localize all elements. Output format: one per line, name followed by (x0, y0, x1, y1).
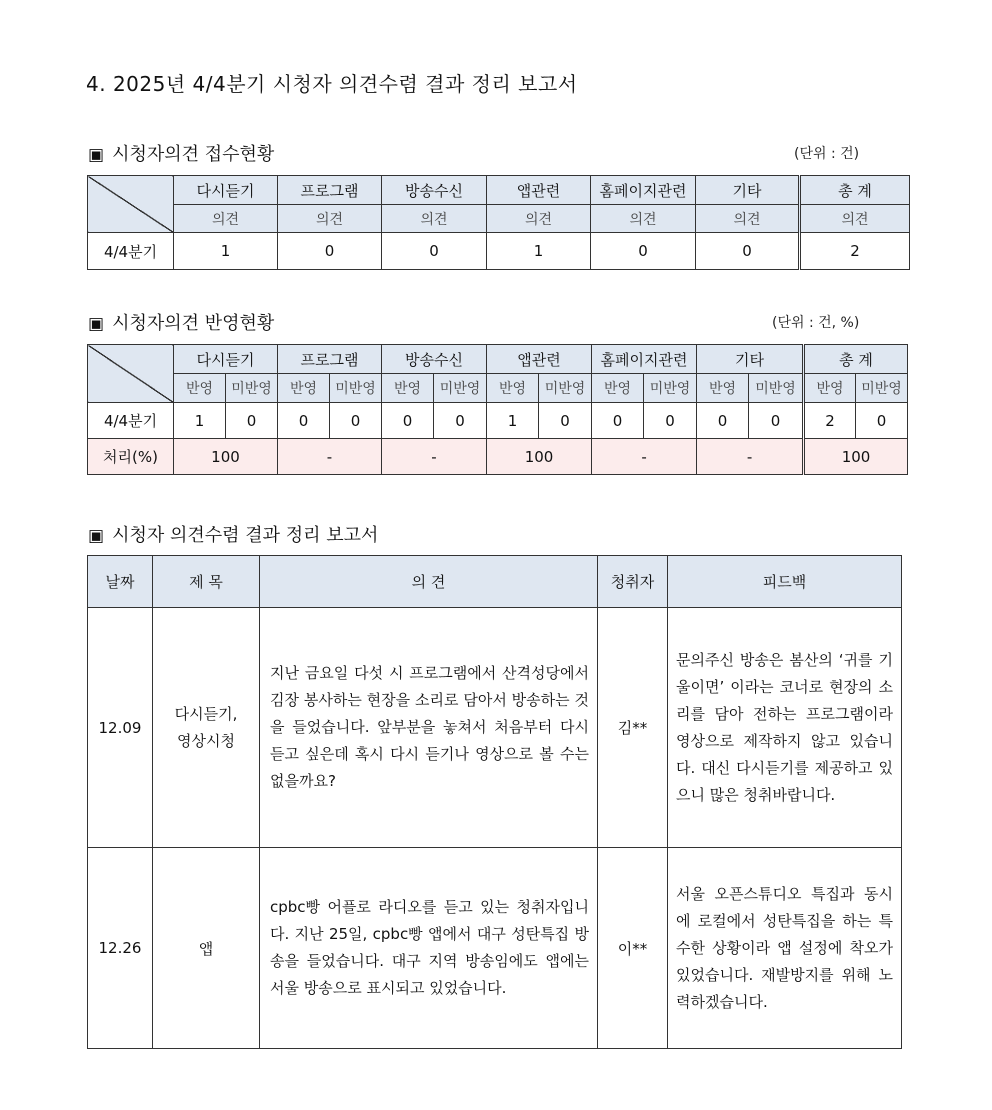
report-feedback: 문의주신 방송은 봄산의 ‘귀를 기울이면’ 이라는 코너로 현장의 소리를 담아 전하는 프로그램이라 영상으로 제작하지 않고 있습니다. 대신 다시듣기를 제공하고 있으니 많은 청취바랍니다. (668, 608, 902, 848)
receipt-corner-cell (88, 176, 174, 233)
receipt-total-header: 총 계 (800, 176, 910, 205)
reflect-value: 0 (697, 403, 749, 439)
reflect-category: 프로그램 (278, 345, 382, 374)
receipt-table (87, 175, 910, 270)
reflect-row-label: 4/4분기 (88, 403, 174, 439)
report-listener: 김** (598, 608, 668, 848)
reflect-sub-applied: 반영 (592, 374, 644, 403)
receipt-sub-label: 의견 (174, 205, 278, 233)
reflect-value: 0 (226, 403, 278, 439)
receipt-sub-label: 의견 (800, 205, 910, 233)
reflect-rate-label: 처리(%) (88, 439, 174, 475)
receipt-category: 앱관련 (487, 176, 591, 205)
report-header-opinion: 의 견 (260, 556, 598, 608)
receipt-section-title (88, 140, 274, 166)
reflect-category: 홈페이지관련 (592, 345, 697, 374)
receipt-unit: (단위 : 건) (794, 146, 860, 162)
reflect-total-value: 2 (804, 403, 856, 439)
reflect-total-header: 총 계 (804, 345, 908, 374)
square-marker-icon: ▣ (88, 526, 105, 546)
report-header-listener: 청취자 (598, 556, 668, 608)
report-header-date: 날짜 (88, 556, 153, 608)
receipt-category: 방송수신 (382, 176, 487, 205)
reflect-sub-applied: 반영 (174, 374, 226, 403)
reflect-total-value: 0 (856, 403, 908, 439)
report-date: 12.26 (88, 848, 153, 1049)
report-listener: 이** (598, 848, 668, 1049)
reflect-total-rate: 100 (804, 439, 908, 475)
report-feedback: 서울 오픈스튜디오 특집과 동시에 로컬에서 성탄특집을 하는 특수한 상황이라 앱 설정에 착오가 있었습니다. 재발방지를 위해 노력하겠습니다. (668, 848, 902, 1049)
report-subject-line: 영상시청 (177, 731, 235, 750)
reflect-value: 0 (749, 403, 804, 439)
reflect-value: 0 (539, 403, 592, 439)
receipt-value: 1 (174, 233, 278, 270)
report-header-feedback: 피드백 (668, 556, 902, 608)
reflect-table (87, 344, 908, 475)
reflect-category: 다시듣기 (174, 345, 278, 374)
reflect-category: 기타 (697, 345, 804, 374)
reflect-sub-applied: 반영 (697, 374, 749, 403)
receipt-row-label: 4/4분기 (88, 233, 174, 270)
reflect-unit: (단위 : 건, %) (772, 315, 860, 331)
reflect-sub-applied: 반영 (382, 374, 434, 403)
report-opinion: cpbc빵 어플로 라디오를 듣고 있는 청취자입니다. 지난 25일, cpbc빵 앱에서 대구 성탄특집 방송을 들었습니다. 대구 지역 방송임에도 앱에는 서울 방송으로 표시되고 있었습니다. (260, 848, 598, 1049)
receipt-sub-label: 의견 (487, 205, 591, 233)
square-marker-icon: ▣ (88, 145, 105, 165)
reflect-title: 시청자의견 반영현황 (112, 313, 275, 334)
receipt-value: 0 (382, 233, 487, 270)
receipt-sub-label: 의견 (278, 205, 382, 233)
reflect-value: 0 (278, 403, 330, 439)
reflect-category: 방송수신 (382, 345, 487, 374)
receipt-sub-label: 의견 (696, 205, 800, 233)
report-date: 12.09 (88, 608, 153, 848)
report-title: 시청자 의견수렴 결과 정리 보고서 (112, 525, 379, 546)
reflect-value: 0 (592, 403, 644, 439)
reflect-rate: 100 (174, 439, 278, 475)
reflect-rate: - (697, 439, 804, 475)
reflect-value: 0 (644, 403, 697, 439)
receipt-category: 프로그램 (278, 176, 382, 205)
receipt-value: 0 (591, 233, 696, 270)
square-marker-icon: ▣ (88, 314, 105, 334)
receipt-category: 다시듣기 (174, 176, 278, 205)
report-section-title (88, 521, 378, 547)
receipt-total-value: 2 (800, 233, 910, 270)
reflect-sub-applied: 반영 (278, 374, 330, 403)
reflect-rate: - (592, 439, 697, 475)
reflect-sub-unapplied: 미반영 (856, 374, 908, 403)
reflect-value: 0 (434, 403, 487, 439)
receipt-value: 1 (487, 233, 591, 270)
reflect-rate: 100 (487, 439, 592, 475)
receipt-category: 기타 (696, 176, 800, 205)
receipt-value: 0 (696, 233, 800, 270)
table-row (88, 608, 902, 848)
reflect-sub-unapplied: 미반영 (644, 374, 697, 403)
reflect-rate: - (382, 439, 487, 475)
report-subject-line: 다시듣기, (174, 704, 238, 723)
reflect-value: 1 (487, 403, 539, 439)
table-row (88, 848, 902, 1049)
reflect-rate: - (278, 439, 382, 475)
reflect-value: 1 (174, 403, 226, 439)
receipt-value: 0 (278, 233, 382, 270)
reflect-corner-cell (88, 345, 174, 403)
report-subject: 앱 (153, 848, 260, 1049)
reflect-sub-unapplied: 미반영 (434, 374, 487, 403)
reflect-sub-unapplied: 미반영 (330, 374, 382, 403)
reflect-sub-unapplied: 미반영 (539, 374, 592, 403)
reflect-section-title (88, 309, 274, 335)
receipt-category: 홈페이지관련 (591, 176, 696, 205)
report-table (87, 555, 902, 1049)
receipt-title: 시청자의견 접수현황 (112, 144, 275, 165)
reflect-sub-unapplied: 미반영 (749, 374, 804, 403)
report-header-subject: 제 목 (153, 556, 260, 608)
reflect-category: 앱관련 (487, 345, 592, 374)
reflect-sub-unapplied: 미반영 (226, 374, 278, 403)
reflect-sub-applied: 반영 (804, 374, 856, 403)
document-title: 4. 2025년 4/4분기 시청자 의견수렴 결과 정리 보고서 (86, 72, 578, 96)
receipt-sub-label: 의견 (591, 205, 696, 233)
reflect-sub-applied: 반영 (487, 374, 539, 403)
report-opinion: 지난 금요일 다섯 시 프로그램에서 산격성당에서 김장 봉사하는 현장을 소리로 담아서 방송하는 것을 들었습니다. 앞부분을 놓쳐서 처음부터 다시 듣고 싶은데 혹시 다시 듣기나 영상으로 볼 수는 없을까요? (260, 608, 598, 848)
reflect-value: 0 (382, 403, 434, 439)
receipt-sub-label: 의견 (382, 205, 487, 233)
reflect-value: 0 (330, 403, 382, 439)
report-subject (153, 608, 260, 848)
